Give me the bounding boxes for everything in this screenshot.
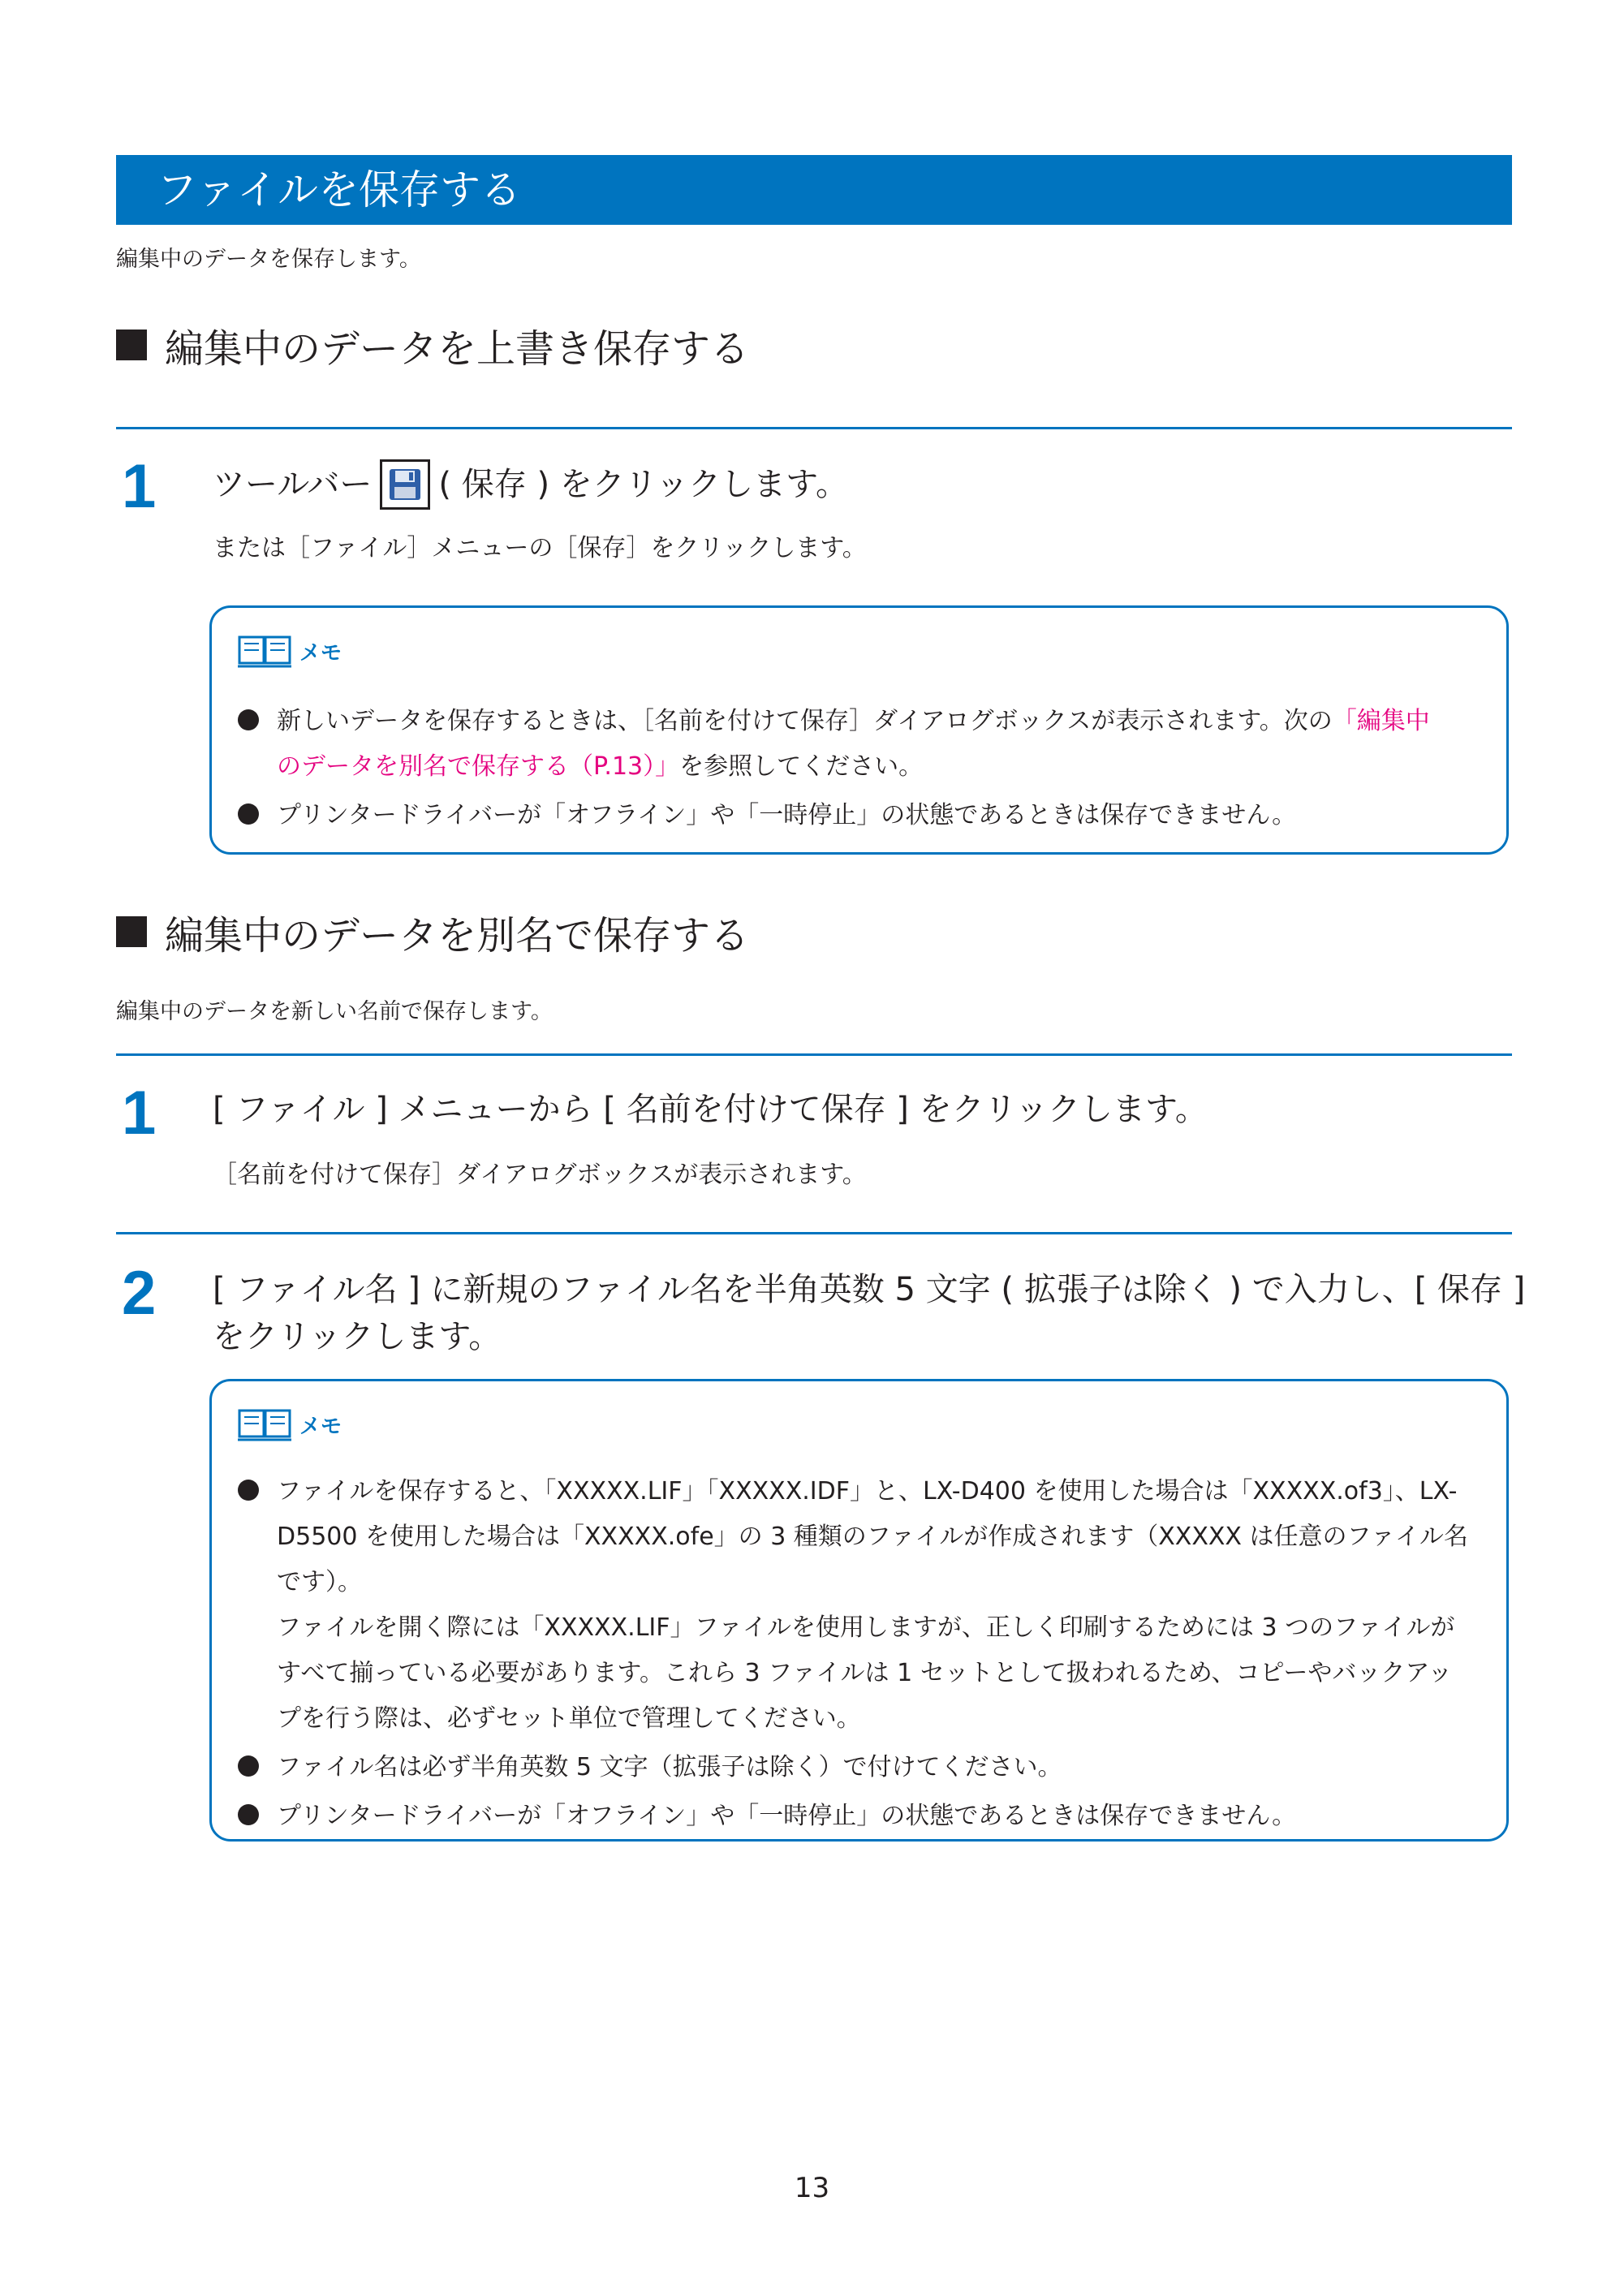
list-item xyxy=(236,1794,1482,1839)
bullet-dot-icon xyxy=(238,1755,259,1777)
memo-text: プリンタードライバーが「オフライン」や「一時停止」の状態であるときは保存できません。 xyxy=(277,801,1297,829)
bullet-dot-icon xyxy=(238,1480,259,1501)
floppy-disk-icon[interactable] xyxy=(380,459,430,510)
divider xyxy=(116,1053,1512,1056)
memo-header xyxy=(236,632,342,670)
memo-list xyxy=(236,1469,1482,1842)
cross-reference-link-cont[interactable]: のデータを別名で保存する（P.13）」 xyxy=(277,752,680,781)
divider xyxy=(116,1232,1512,1234)
step-instruction: [ ファイル ] メニューから [ 名前を付けて保存 ] をクリックします。 xyxy=(213,1091,1208,1128)
memo-text: プを行う際は、必ずセット単位で管理してください。 xyxy=(277,1704,861,1733)
section2-intro: 編集中のデータを新しい名前で保存します。 xyxy=(116,999,553,1024)
square-bullet-icon xyxy=(116,330,147,360)
step-text-line: をクリックします。 xyxy=(213,1318,502,1355)
list-item xyxy=(236,1469,1482,1742)
list-item xyxy=(236,793,1482,838)
memo-list xyxy=(236,699,1482,842)
open-book-icon xyxy=(236,1406,293,1443)
page-title-bar xyxy=(116,155,1512,225)
page-title: ファイルを保存する xyxy=(157,166,521,213)
open-book-icon xyxy=(236,632,293,670)
bullet-dot-icon xyxy=(238,1804,259,1825)
section1-heading xyxy=(116,321,750,372)
memo-text: D5500 を使用した場合は「XXXXX.ofe」の 3 種類のファイルが作成されます（XXXXX は任意のファイル名 xyxy=(277,1523,1468,1551)
memo-header xyxy=(236,1406,342,1443)
step-text-line: [ ファイル名 ] に新規のファイル名を半角英数 5 文字 ( 拡張子は除く ) で入力し、[ 保存 ] xyxy=(213,1271,1526,1308)
memo-label: メモ xyxy=(299,640,342,666)
list-item xyxy=(236,699,1482,790)
square-bullet-icon xyxy=(116,916,147,947)
bullet-dot-icon xyxy=(238,709,259,730)
step-instruction xyxy=(213,1266,1525,1360)
section2-heading-text: 編集中のデータを別名で保存する xyxy=(165,912,750,958)
step-sub-text: ［名前を付けて保存］ダイアログボックスが表示されます。 xyxy=(213,1161,867,1189)
memo-text: ファイルを保存すると、「XXXXX.LIF」「XXXXX.IDF」と、LX-D400 を使用した場合は「XXXXX.of3」、LX- xyxy=(277,1477,1458,1506)
step-number: 1 xyxy=(122,452,157,521)
step-number: 1 xyxy=(122,1079,157,1148)
step-instruction xyxy=(213,459,848,510)
memo-text: プリンタードライバーが「オフライン」や「一時停止」の状態であるときは保存できません。 xyxy=(277,1802,1297,1830)
memo-text: ファイル名は必ず半角英数 5 文字（拡張子は除く）で付けてください。 xyxy=(277,1753,1062,1781)
memo-text: ファイルを開く際には「XXXXX.LIF」ファイルを使用しますが、正しく印刷するためには 3 つのファイルが xyxy=(277,1613,1455,1642)
memo-text: です）。 xyxy=(277,1568,362,1596)
step-text-after: ( 保存 ) をクリックします。 xyxy=(438,466,848,503)
page-number: 13 xyxy=(794,2172,830,2204)
memo-text: を参照してください。 xyxy=(679,752,924,781)
page-intro: 編集中のデータを保存します。 xyxy=(116,247,421,272)
section2-heading xyxy=(116,907,749,956)
memo-box xyxy=(209,1379,1509,1842)
memo-text: 新しいデータを保存するときは、［名前を付けて保存］ダイアログボックスが表示されます。次の xyxy=(277,707,1333,735)
step-text-before: ツールバー xyxy=(213,466,373,503)
memo-text: すべて揃っている必要があります。これら 3 ファイルは 1 セットとして扱われるため、コピーやバックアッ xyxy=(277,1659,1453,1687)
section1-heading-text: 編集中のデータを上書き保存する xyxy=(165,325,750,372)
list-item xyxy=(236,1745,1482,1790)
memo-box xyxy=(209,605,1509,855)
step-number: 2 xyxy=(122,1259,157,1328)
bullet-dot-icon xyxy=(238,803,259,825)
cross-reference-link[interactable]: 「編集中 xyxy=(1332,707,1430,735)
step-sub-text: または［ファイル］メニューの［保存］をクリックします。 xyxy=(213,534,867,562)
divider xyxy=(116,427,1512,429)
memo-label: メモ xyxy=(299,1414,342,1439)
